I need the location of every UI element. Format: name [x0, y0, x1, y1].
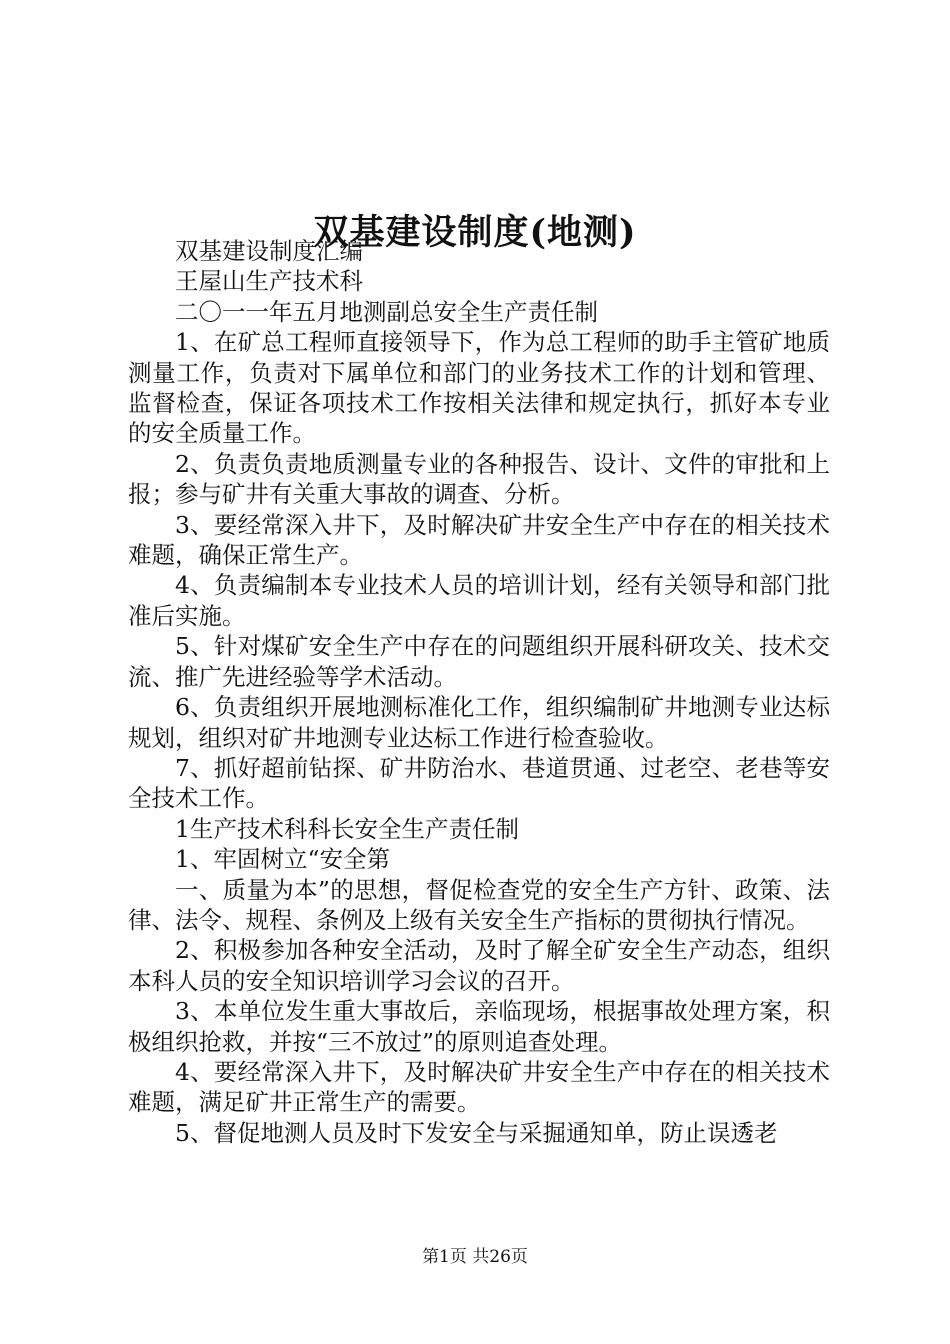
paragraph-13: 一、质量为本”的思想，督促检查党的安全生产方针、政策、法律、法令、规程、条例及上级有关安全生产指标的贯彻执行情况。 [128, 875, 830, 934]
paragraph-6: 3、要经常深入井下，及时解决矿井安全生产中存在的相关技术难题，确保正常生产。 [128, 510, 830, 570]
paragraph-1: 双基建设制度汇编 [175, 237, 363, 265]
paragraph-5: 2、负责负责地质测量专业的各种报告、设计、文件的审批和上报；参与矿井有关重大事故的调查、分析。 [128, 449, 830, 509]
paragraph-2: 王屋山生产技术科 [175, 267, 363, 296]
paragraph-8: 5、针对煤矿安全生产中存在的问题组织开展科研攻关、技术交流、推广先进经验等学术活动。 [128, 632, 830, 691]
paragraph-11: 1生产技术科科长安全生产责任制 [175, 814, 519, 843]
paragraph-17: 5、督促地测人员及时下发安全与采掘通知单，防止误透老 [175, 1118, 778, 1147]
paragraph-16: 4、要经常深入井下，及时解决矿井安全生产中存在的相关技术难题，满足矿井正常生产的需要。 [128, 1057, 830, 1117]
page-footer: 第1页 共26页 [422, 1247, 528, 1267]
paragraph-4: 1、在矿总工程师直接领导下，作为总工程师的助手主管矿地质测量工作，负责对下属单位和部门的业务技术工作的计划和管理、监督检查，保证各项技术工作按相关法律和规定执行，抓好本专业的安全质量工作。 [128, 328, 830, 448]
paragraph-10: 7、抓好超前钻探、矿井防治水、巷道贯通、过老空、老巷等安全技术工作。 [128, 753, 830, 813]
paragraph-3: 二〇一一年五月地测副总安全生产责任制 [175, 297, 598, 326]
paragraph-7: 4、负责编制本专业技术人员的培训计划，经有关领导和部门批准后实施。 [128, 571, 830, 630]
document-body [128, 236, 830, 1148]
paragraph-15: 3、本单位发生重大事故后，亲临现场，根据事故处理方案，积极组织抢救，并按“三不放过”的原则追查处理。 [128, 997, 830, 1056]
paragraph-9: 6、负责组织开展地测标准化工作，组织编制矿井地测专业达标规划，组织对矿井地测专业达标工作进行检查验收。 [128, 693, 830, 752]
page-title: 双基建设制度(地测) [313, 212, 637, 254]
paragraph-14: 2、积极参加各种安全活动，及时了解全矿安全生产动态，组织本科人员的安全知识培训学习会议的召开。 [128, 936, 830, 995]
paragraph-12: 1、牢固树立“安全第 [175, 845, 390, 874]
